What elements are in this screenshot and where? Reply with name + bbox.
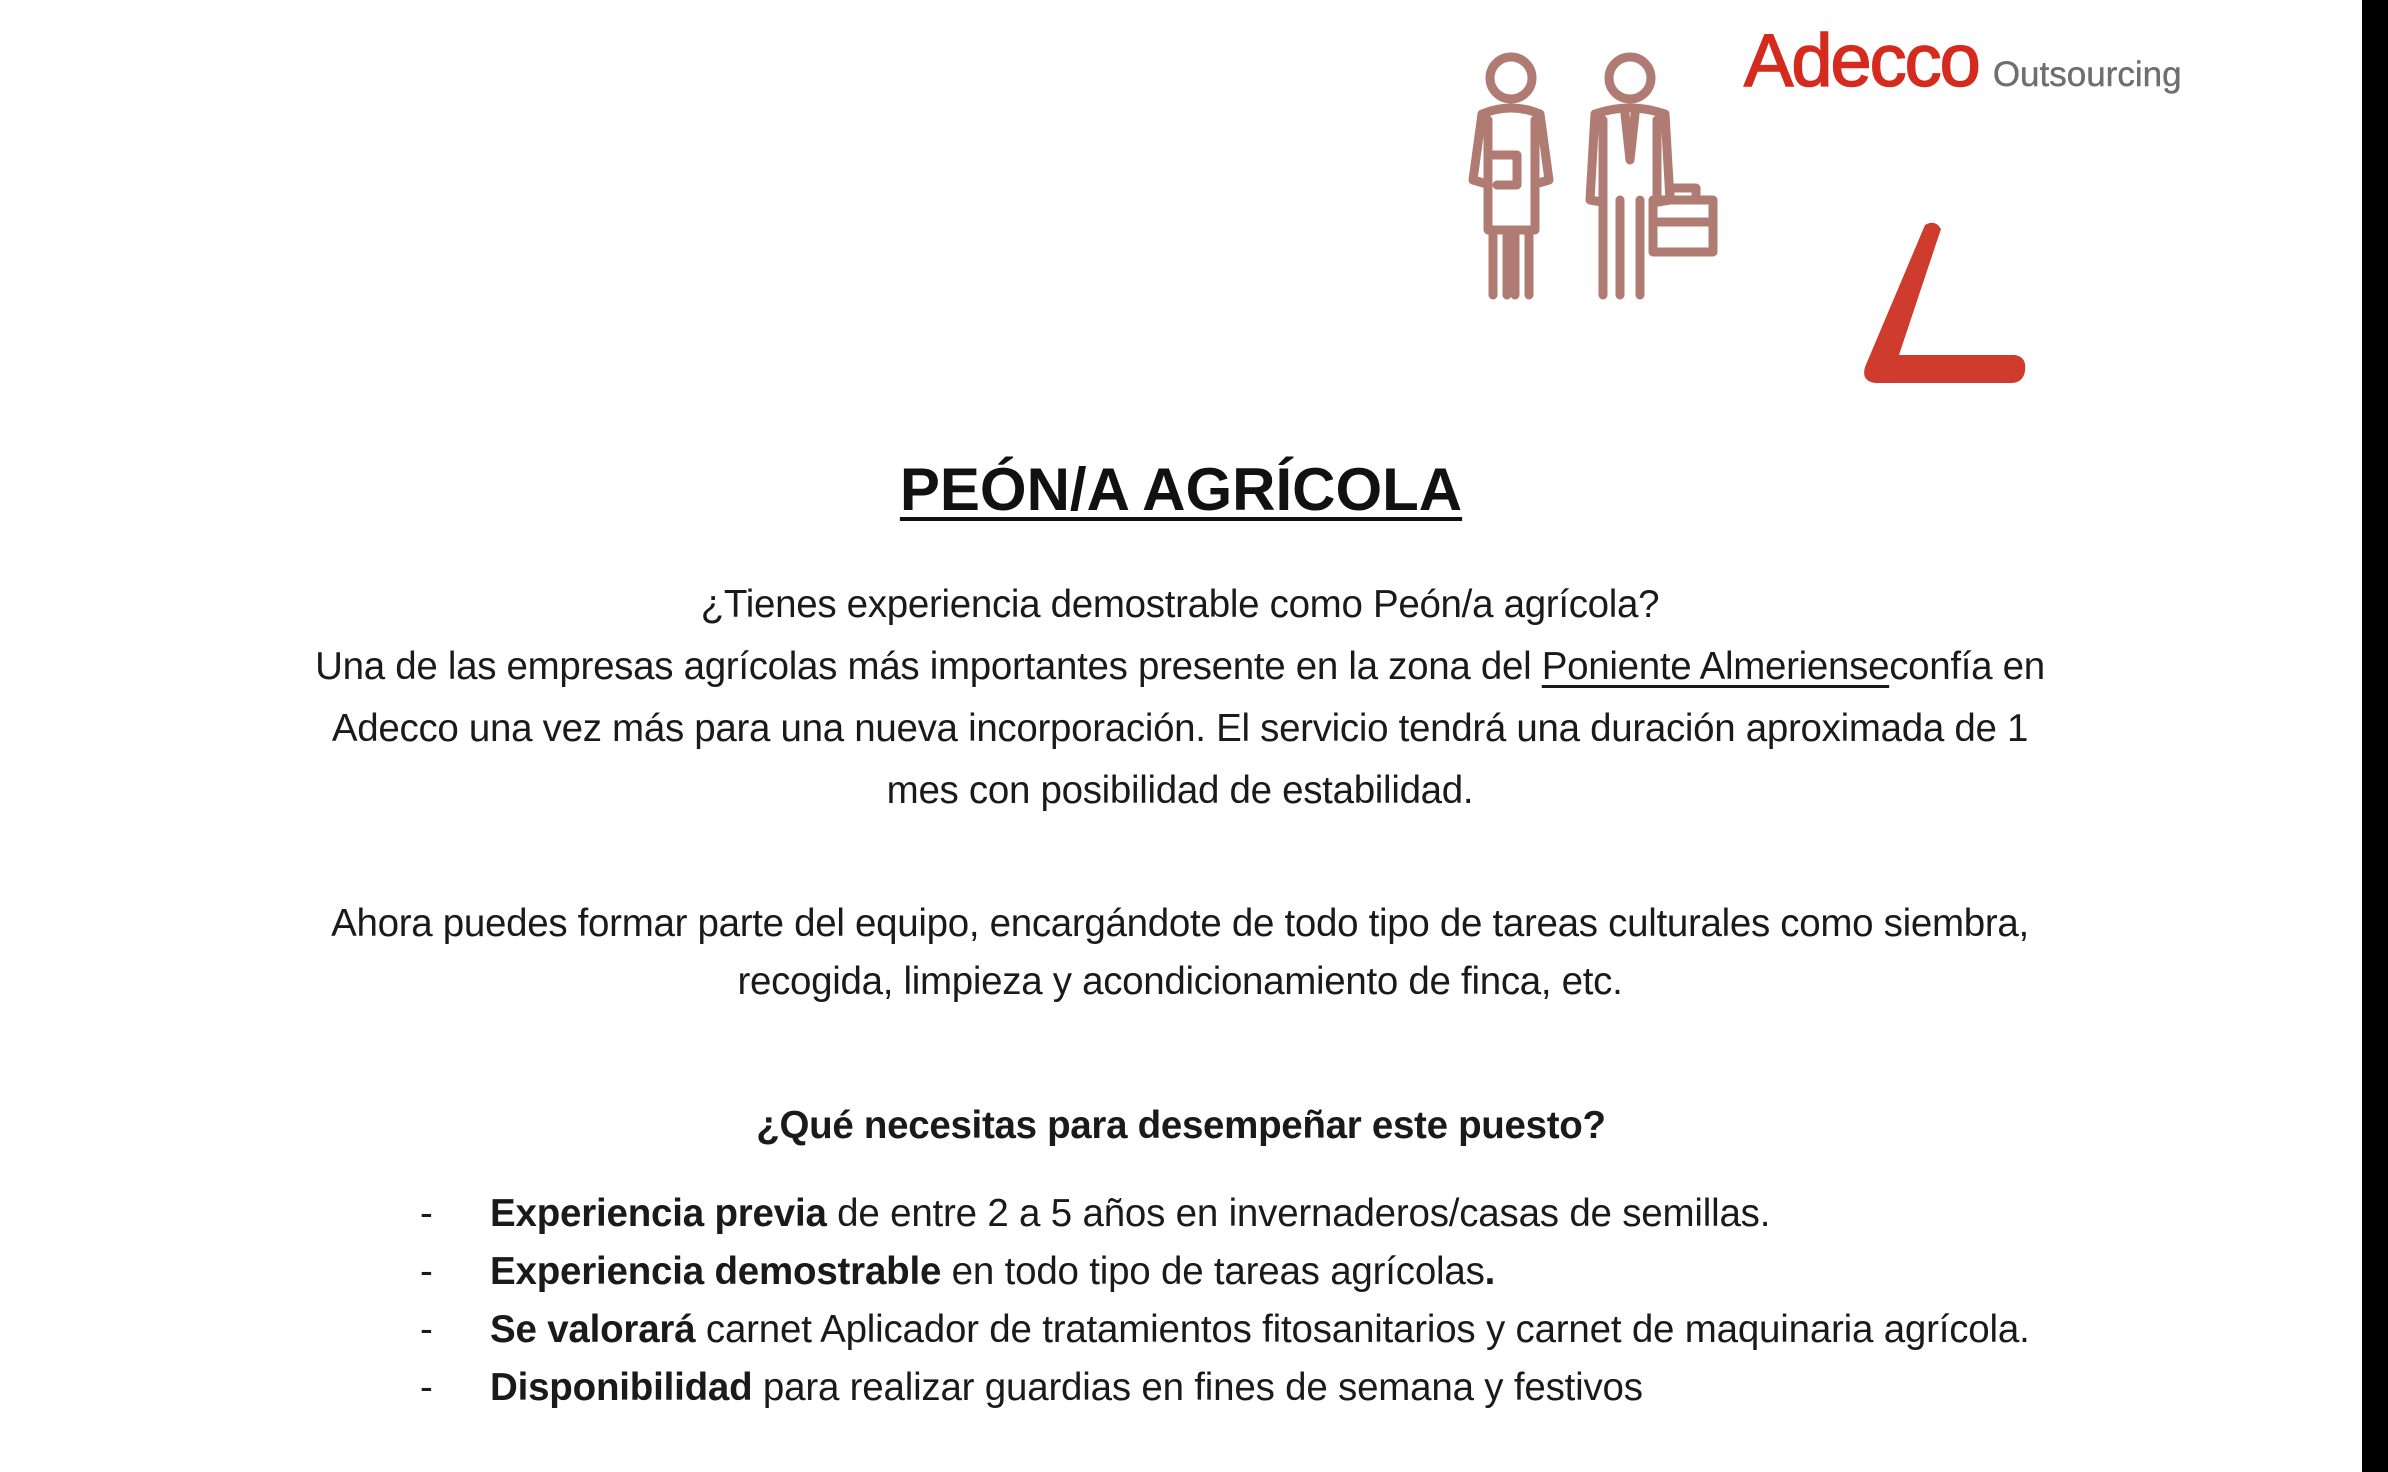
red-l-mark — [1855, 215, 2035, 395]
location-name: Poniente Almeriense — [1541, 645, 1890, 688]
list-item: - Disponibilidad para realizar guardias en fines de semana y festivos — [420, 1359, 2320, 1417]
requirements-heading: ¿Qué necesitas para desempeñar este puesto? — [756, 1104, 1606, 1147]
list-item: - Se valorará carnet Aplicador de tratamientos fitosanitarios y carnet de maquinaria agrícola. — [420, 1301, 2320, 1359]
page-title: PEÓN/A AGRÍCOLA — [899, 456, 1463, 523]
list-bullet: - — [420, 1308, 433, 1351]
requirements-list — [420, 1185, 2320, 1417]
adecco-logo — [1744, 18, 2182, 103]
list-item: - Experiencia previa de entre 2 a 5 años en invernaderos/casas de semillas. — [420, 1185, 2320, 1243]
list-item: - Experiencia demostrable en todo tipo de tareas agrícolas. — [420, 1243, 2320, 1301]
intro-question: ¿Tienes experiencia demostrable como Peón/a agrícola? — [700, 583, 1660, 626]
intro-text-start: Una de las empresas agrícolas más importantes presente en la zona del — [315, 645, 1542, 688]
role-description: Ahora puedes formar parte del equipo, encargándote de todo tipo de tareas culturales como siembra, recogida, limpieza y acondicionamiento de finca, etc. — [331, 902, 2029, 1003]
list-bullet: - — [420, 1250, 433, 1293]
intro-paragraph — [300, 574, 2060, 822]
list-bullet: - — [420, 1192, 433, 1235]
two-workers-icon — [1455, 50, 1725, 305]
brand-tagline: Outsourcing — [1992, 55, 2182, 94]
list-bullet: - — [420, 1366, 433, 1409]
brand-name: Adecco — [1744, 19, 1979, 102]
intro-text-end: confía en Adecco una vez más para una nueva incorporación. El servicio tendrá una duración aproximada de 1 mes con posibilidad de estabilidad. — [331, 645, 2045, 812]
